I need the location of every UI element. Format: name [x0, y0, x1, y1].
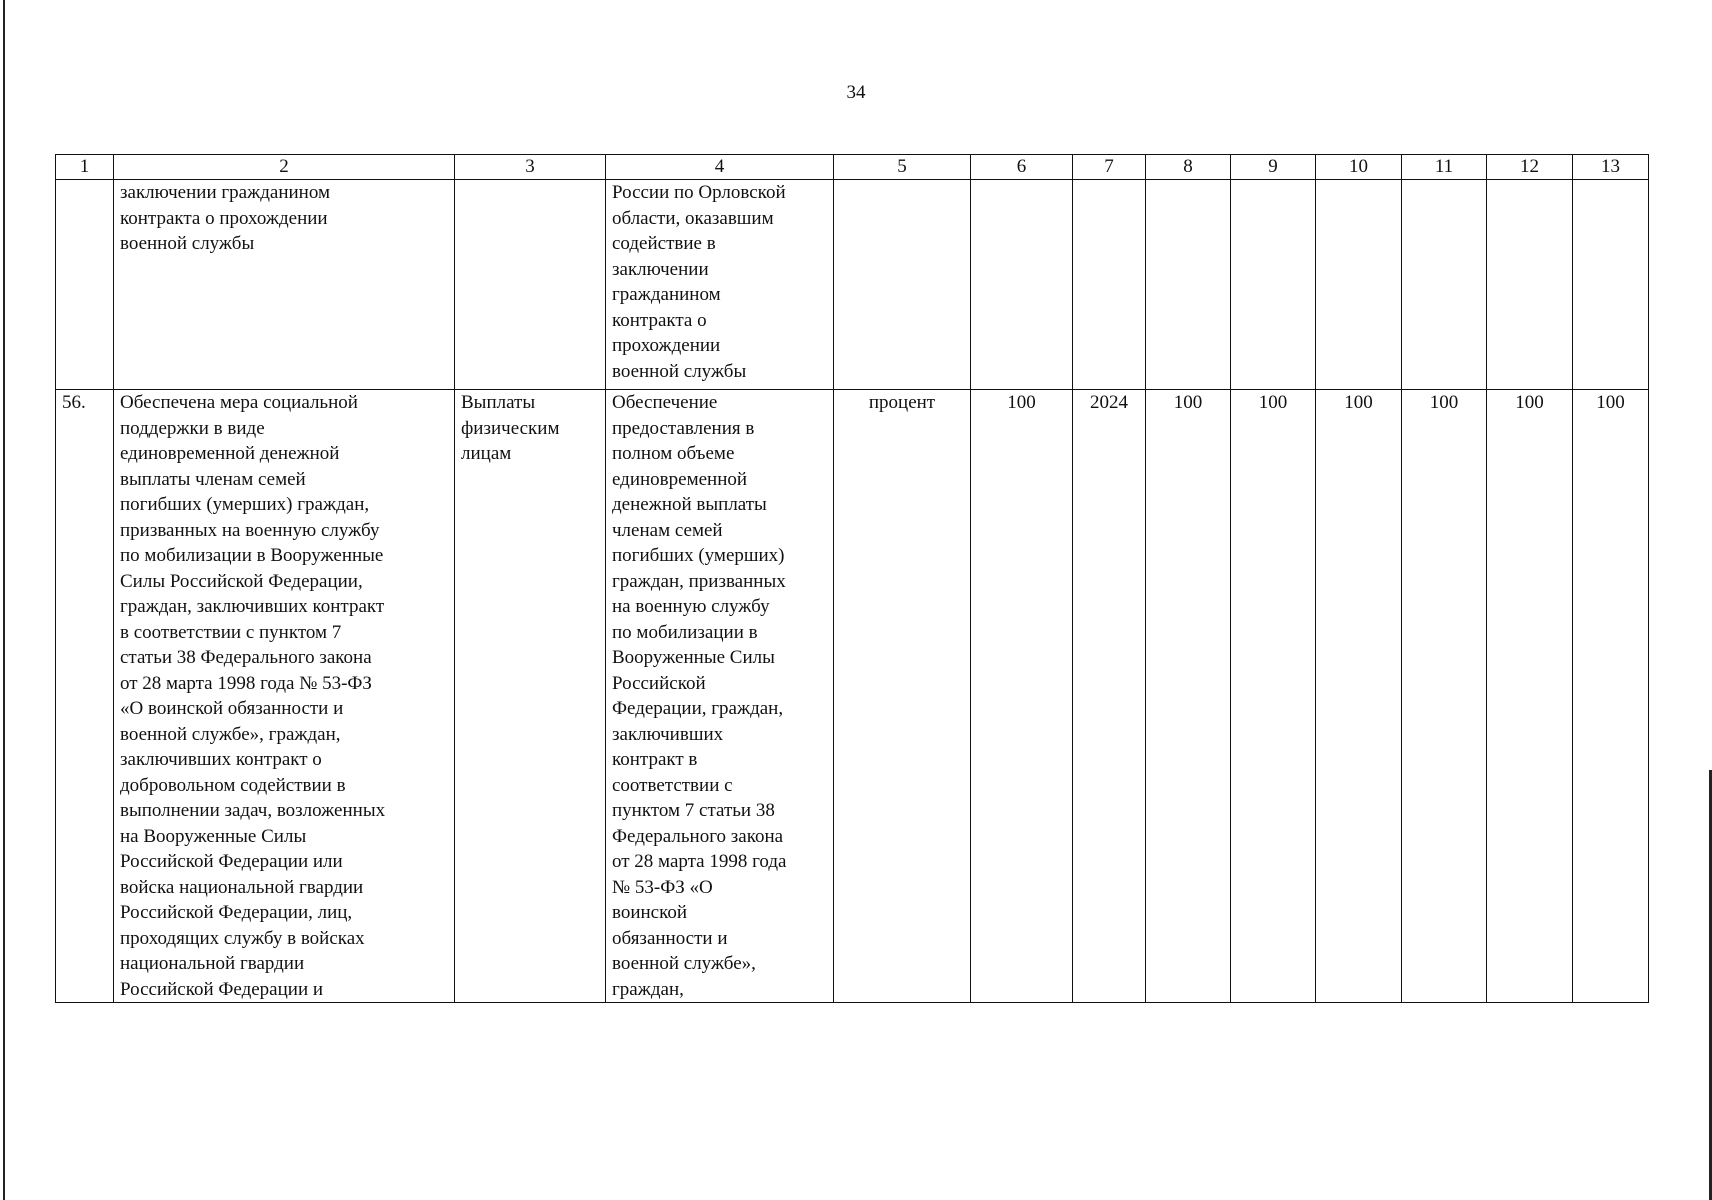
year-cell [1073, 180, 1146, 390]
header-row [56, 155, 1649, 180]
header-col-13: 13 [1573, 155, 1649, 180]
value-cell: 100 [1573, 390, 1649, 1003]
header-col-7: 7 [1073, 155, 1146, 180]
type-cell [455, 180, 606, 390]
header-col-11: 11 [1402, 155, 1487, 180]
value-cell [971, 180, 1073, 390]
base-year-cell: 2024 [1073, 390, 1146, 1003]
base-value-cell: 100 [971, 390, 1073, 1003]
characteristic-cell: России по Орловской области, оказавшим содействие в заключении гражданином контракта о прохождении военной службы [606, 180, 834, 390]
header-col-2: 2 [114, 155, 455, 180]
header-col-10: 10 [1316, 155, 1402, 180]
characteristic-cell: Обеспечение предоставления в полном объеме единовременной денежной выплаты членам семей погибших (умерших) граждан, призванных на военную службу по мобилизации в Вооруженные Силы Российской Федерации, граждан, заключивших контракт в соответствии с пунктом 7 статьи 38 Федерального закона от 28 марта 1998 года № 53-ФЗ «О воинской обязанности и военной службе», граждан, [606, 390, 834, 1003]
row-number-cell: 56. [56, 390, 114, 1003]
value-cell: 100 [1402, 390, 1487, 1003]
header-col-4: 4 [606, 155, 834, 180]
value-cell: 100 [1146, 390, 1231, 1003]
type-cell: Выплаты физическим лицам [455, 390, 606, 1003]
value-cell [1487, 180, 1573, 390]
scan-left-edge [3, 0, 5, 1200]
value-cell [1316, 180, 1402, 390]
header-col-9: 9 [1231, 155, 1316, 180]
table-row [56, 180, 1649, 390]
header-col-5: 5 [834, 155, 971, 180]
header-col-12: 12 [1487, 155, 1573, 180]
value-cell [1231, 180, 1316, 390]
row-number-cell [56, 180, 114, 390]
program-table [55, 154, 1649, 1003]
header-col-1: 1 [56, 155, 114, 180]
result-cell: заключении гражданином контракта о прохождении военной службы [114, 180, 455, 390]
value-cell: 100 [1316, 390, 1402, 1003]
unit-cell: процент [834, 390, 971, 1003]
unit-cell [834, 180, 971, 390]
value-cell [1573, 180, 1649, 390]
page-number: 34 [846, 82, 866, 103]
value-cell: 100 [1231, 390, 1316, 1003]
table-row [56, 390, 1649, 1003]
header-col-8: 8 [1146, 155, 1231, 180]
value-cell: 100 [1487, 390, 1573, 1003]
header-col-3: 3 [455, 155, 606, 180]
value-cell [1402, 180, 1487, 390]
result-cell: Обеспечена мера социальной поддержки в виде единовременной денежной выплаты членам семей погибших (умерших) граждан, призванных на военную службу по мобилизации в Вооруженные Силы Российской Федерации, граждан, заключивших контракт в соответствии с пунктом 7 статьи 38 Федерального закона от 28 марта 1998 года № 53-ФЗ «О воинской обязанности и военной службе», граждан, заключивших контракт о добровольном содействии в выполнении задач, возложенных на Вооруженные Силы Российской Федерации или войска национальной гвардии Российской Федерации, лиц, проходящих службу в войсках национальной гвардии Российской Федерации и [114, 390, 455, 1003]
header-col-6: 6 [971, 155, 1073, 180]
value-cell [1146, 180, 1231, 390]
